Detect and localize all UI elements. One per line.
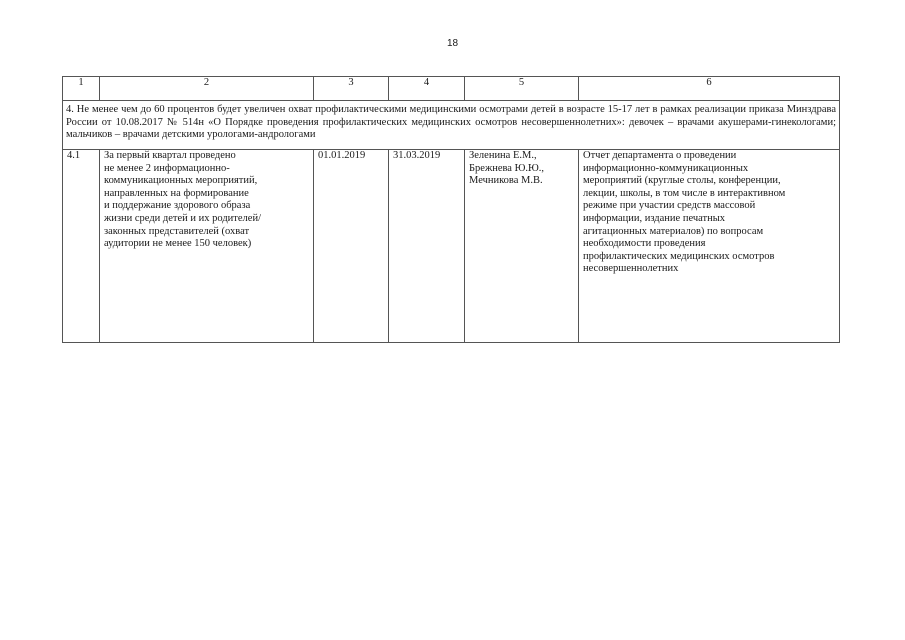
item-start-date: 01.01.2019 — [314, 150, 389, 343]
header-cell-1: 1 — [63, 77, 100, 101]
header-cell-6: 6 — [579, 77, 840, 101]
table-row — [63, 150, 840, 343]
section-row — [63, 101, 840, 150]
header-cell-5: 5 — [465, 77, 579, 101]
table-header-row — [63, 77, 840, 101]
item-activity: За первый квартал проведено не менее 2 информационно- коммуникационных мероприятий, направленных на формирование и поддержание здорового образа жизни среди детей и их родителей/ законных представителей (охват аудитории не менее 150 человек) — [100, 150, 314, 343]
header-cell-4: 4 — [389, 77, 465, 101]
item-result: Отчет департамента о проведении информационно-коммуникационных мероприятий (круглые столы, конференции, лекции, школы, в том числе в интерактивном режиме при участии средств массовой информации, издание печатных агитационных материалов) по вопросам необходимости проведения профилактических медицинских осмотров несовершеннолетних — [579, 150, 840, 343]
plan-table — [62, 76, 840, 343]
page-number: 18 — [446, 38, 459, 49]
section-heading: 4. Не менее чем до 60 процентов будет увеличен охват профилактическими медицинскими осмотрами детей в возрасте 15-17 лет в рамках реализации приказа Минздрава России от 10.08.2017 № 514н «О Порядке проведения профилактических медицинских осмотров несовершеннолетних»: девочек – врачами акушерами-гинекологами; мальчиков – врачами детскими урологами-андрологами — [63, 101, 840, 150]
item-number: 4.1 — [63, 150, 100, 343]
item-responsible: Зеленина Е.М., Брежнева Ю.Ю., Мечникова М.В. — [465, 150, 579, 343]
item-end-date: 31.03.2019 — [389, 150, 465, 343]
header-cell-2: 2 — [100, 77, 314, 101]
header-cell-3: 3 — [314, 77, 389, 101]
